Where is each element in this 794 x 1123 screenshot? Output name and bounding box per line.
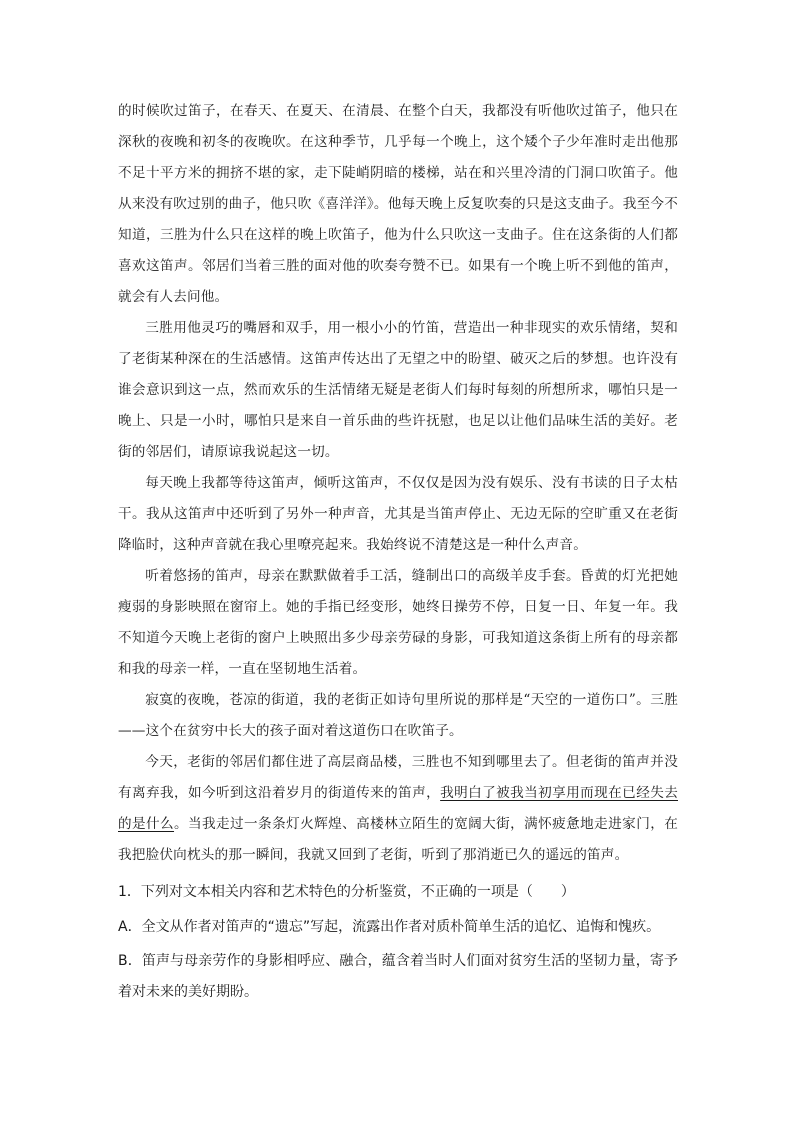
passage-paragraph-2: 三胜用他灵巧的嘴唇和双手，用一根小小的竹笛，营造出一种非现实的欢乐情绪，契和了老街某种深在的生活感情。这笛声传达出了无望之中的盼望、破灭之后的梦想。也许没有谁会意识到这一点，然而欢乐的生活情绪无疑是老街人们每时每刻的所想所求，哪怕只是一晚上、只是一小时，哪怕只是来自一首乐曲的些许抚慰，也足以让他们品味生活的美好。老街的邻居们，请原谅我说起这一切。 [118,320,678,460]
passage-paragraph-6 [118,747,678,871]
document-page [118,96,678,1011]
underlined-sentence: 我明白了被我当初享用而现在已经失去的是什么 [118,785,678,832]
passage-paragraph-3: 每天晚上我都等待这笛声，倾听这笛声，不仅仅是因为没有娱乐、没有书读的日子太枯干。我从这笛声中还听到了另外一种声音，尤其是当笛声停止、无边无际的空旷重又在老街降临时，这种声音就在我心里嘹亮起来。我始终说不清楚这是一种什么声音。 [118,475,678,553]
passage-paragraph-5: 寂寞的夜晚，苍凉的街道，我的老街正如诗句里所说的那样是“天空的一道伤口”。三胜——这个在贫穷中长大的孩子面对着这道伤口在吹笛子。 [118,692,678,739]
option-b: B．笛声与母亲劳作的身影相呼应、融合，蕴含着当时人们面对贫穷生活的坚韧力量，寄予着对未来的美好期盼。 [118,953,678,1000]
option-a: A．全文从作者对笛声的“遗忘”写起，流露出作者对质朴简单生活的追忆、追悔和愧疚。 [118,919,661,935]
passage-paragraph-4: 听着悠扬的笛声，母亲在默默做着手工活，缝制出口的高级羊皮手套。昏黄的灯光把她瘦弱的身影映照在窗帘上。她的手指已经变形，她终日操劳不停，日复一日、年复一年。我不知道今天晚上老街的窗户上映照出多少母亲劳碌的身影，可我知道这条街上所有的母亲都和我的母亲一样，一直在坚韧地生活着。 [118,568,678,677]
paragraph-6-text-before: 今天，老街的邻居们都住进了高层商品楼，三胜也不知到哪里去了。但老街的笛声并没有离弃我，如今听到这沿着岁月的街道传来的笛声， [118,754,678,801]
paragraph-6-text-after: 。当我走过一条条灯火辉煌、高楼林立陌生的宽阔大街，满怀疲惫地走进家门，在我把脸伏向枕头的那一瞬间，我就又回到了老街，听到了那消逝已久的遥远的笛声。 [118,816,678,863]
passage-paragraph-1: 的时候吹过笛子，在春天、在夏天、在清晨、在整个白天，我都没有听他吹过笛子，他只在深秋的夜晚和初冬的夜晚吹。在这种季节，几乎每一个晚上，这个矮个子少年准时走出他那不足十平方米的拥挤不堪的家，走下陡峭阴暗的楼梯，站在和兴里冷清的门洞口吹笛子。他从来没有吹过别的曲子，他只吹《喜洋洋》。他每天晚上反复吹奏的只是这支曲子。我至今不知道，三胜为什么只在这样的晚上吹笛子，他为什么只吹这一支曲子。住在这条街的人们都喜欢这笛声。邻居们当着三胜的面对他的吹奏夸赞不已。如果有一个晚上听不到他的笛声，就会有人去问他。 [118,103,678,305]
question-1 [118,877,678,1008]
question-stem: 1．下列对文本相关内容和艺术特色的分析鉴赏，不正确的一项是（ ） [118,884,575,900]
